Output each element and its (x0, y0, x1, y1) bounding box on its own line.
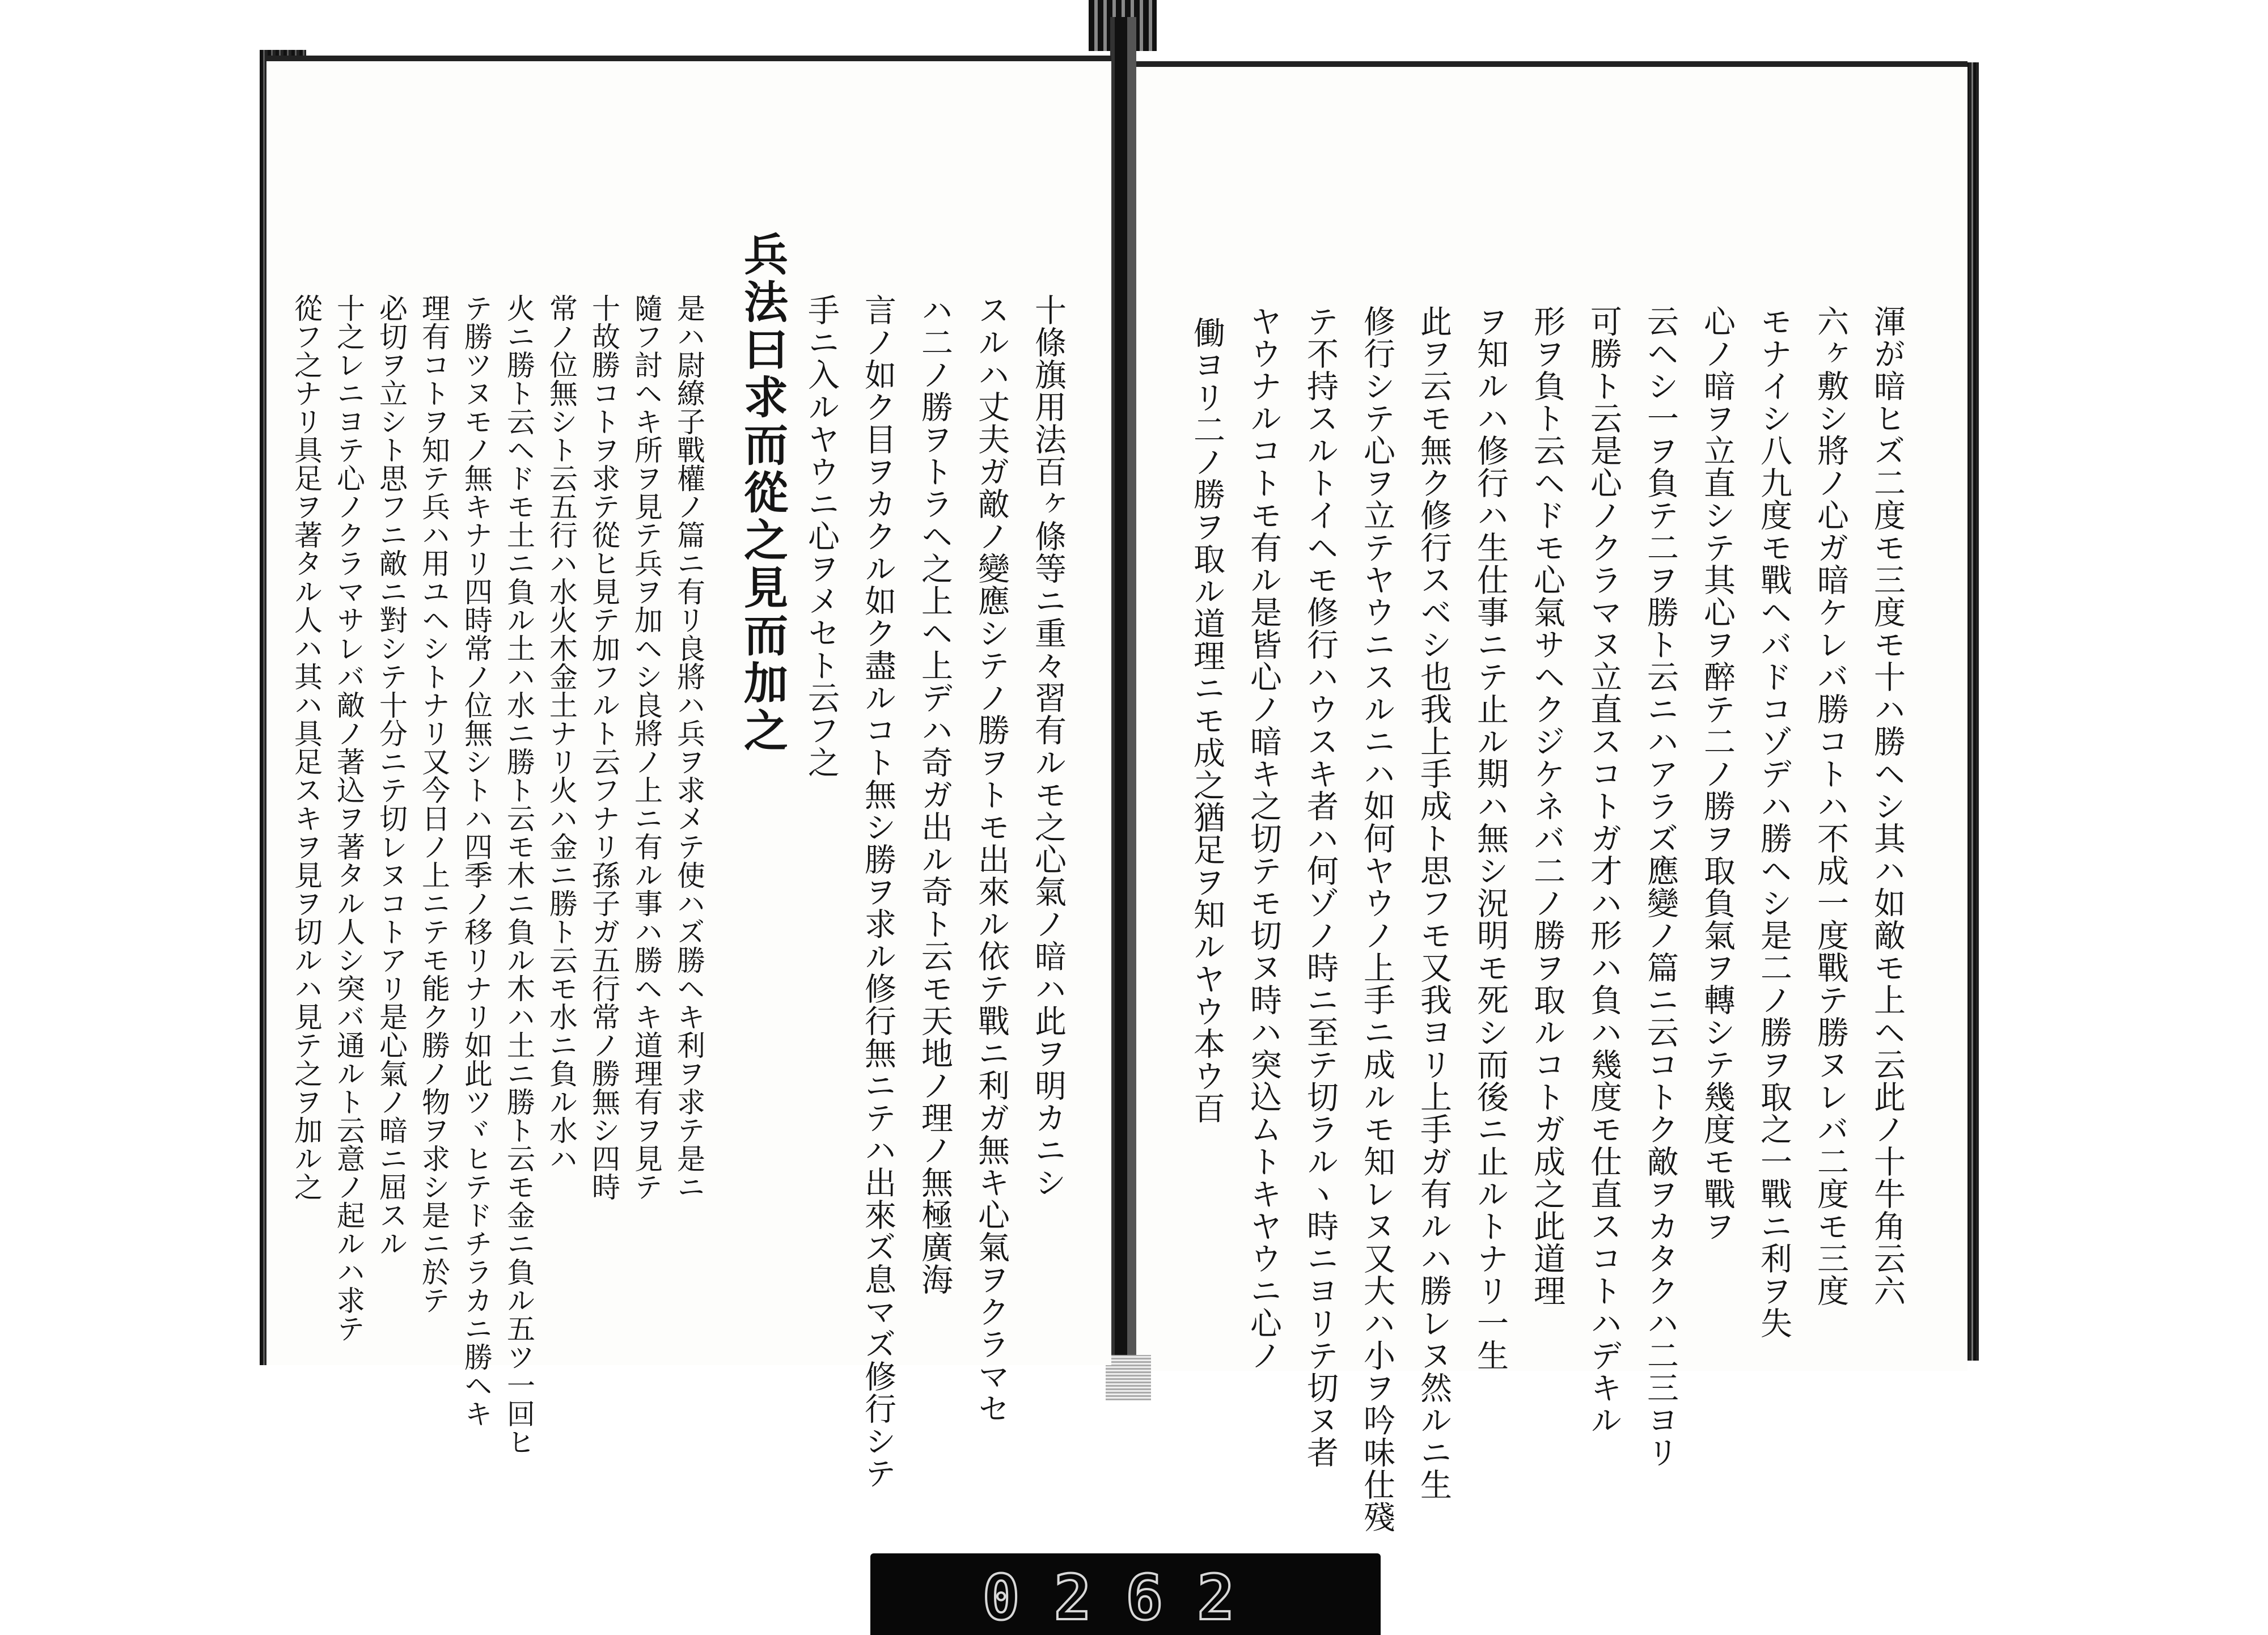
text-column: ハ二ノ勝ヲトラヘ之上ヘ上デハ奇ガ出ル奇ト云モ天地ノ理ノ無極廣海 (916, 294, 953, 1295)
text-column: 形ヲ負ト云ヘドモ心氣サヘクジケネバ二ノ勝ヲ取ルコトガ成之此道理 (1529, 305, 1565, 1307)
text-column: 渾が暗ヒズ二度モ三度モ十ハ勝ヘシ其ハ如敵モ上ヘ云此ノ十牛角云六 (1869, 305, 1906, 1307)
text-column: 火ニ勝ト云ヘドモ土ニ負ル土ハ水ニ勝ト云モ木ニ負ル木ハ土ニ勝ト云モ金ニ負ル五ツ一回ヒ (502, 294, 535, 1456)
text-column: 是ハ尉繚子戰權ノ篇ニ有リ良將ハ兵ヲ求メテ使ハズ勝ヘキ利ヲ求テ是ニ (672, 294, 705, 1201)
text-column: 言ノ如ク目ヲカクル如ク盡ルコト無シ勝ヲ求ル修行無ニテハ出來ズ息マズ修行シテ (860, 294, 896, 1489)
text-column: 六ヶ敷シ將ノ心ガ暗ケレバ勝コトハ不成一度戰テ勝ヌレバ二度モ三度 (1812, 305, 1849, 1307)
text-column: 可勝ト云是心ノクラマヌ立直スコトガ才ハ形ハ負ハ幾度モ仕直スコトハデキル (1585, 305, 1622, 1436)
text-column: 修行シテ心ヲ立テヤウニスルニハ如何ヤウノ上手ニ成ルモ知レヌ又大ハ小ヲ吟味仕殘 (1359, 305, 1395, 1533)
book-spine (1110, 17, 1136, 1355)
text-column: スルハ丈夫ガ敵ノ變應シテノ勝ヲトモ出來ル依テ戰ニ利ガ無キ心氣ヲクラマセ (973, 294, 1010, 1425)
text-column: 十故勝コトヲ求テ從ヒ見テ加フルト云フナリ孫子ガ五行常ノ勝無シ四時 (587, 294, 620, 1201)
frame-number: 0262 (982, 1561, 1269, 1634)
text-column: テ勝ツヌモノ無キナリ四時常ノ位無シトハ四季ノ移リナリ如此ツヾヒテドチラカニ勝ヘキ (460, 294, 493, 1428)
text-column: 從フ之ナリ具足ヲ著タル人ハ其ハ具足スキヲ見ヲ切ルハ見テ之ヲ加ル之 (290, 294, 323, 1201)
text-column: 理有コトヲ知テ兵ハ用ユヘシトナリ又今日ノ上ニテモ能ク勝ノ物ヲ求シ是ニ於テ (417, 294, 450, 1314)
text-column: 此ヲ云モ無ク修行スベシ也我上手成ト思フモ又我ヨリ上手ガ有ルハ勝レヌ然ルニ生 (1415, 305, 1452, 1501)
left-page (266, 56, 1111, 1489)
text-column: 十條旗用法百ヶ條等ニ重々習有ルモ之心氣ノ暗ハ此ヲ明カニシ (1030, 294, 1067, 1198)
text-column: 手ニ入ルヤウニ心ヲメセト云フ之 (803, 294, 840, 778)
text-column: 心ノ暗ヲ立直シテ其心ヲ醉テ二ノ勝ヲ取負氣ヲ轉シテ幾度モ戰ヲ (1699, 305, 1736, 1242)
text-column: 隨フ討ヘキ所ヲ見テ兵ヲ加ヘシ良將ノ上ニ有ル事ハ勝ヘキ道理有ヲ見テ (630, 294, 663, 1201)
text-column: 働ヨリ二ノ勝ヲ取ル道理ニモ成之猶足ヲ知ルヤウ本ウ百 (1188, 316, 1225, 1124)
spine-shadow (1106, 1355, 1151, 1400)
frame-number-plate (870, 1553, 1381, 1635)
text-column: 云ヘシ一ヲ負テ二ヲ勝ト云ニハアラズ應變ノ篇ニ云コトク敵ヲカタクハ二三ヨリ (1642, 305, 1679, 1468)
text-column: ヤウナルコトモ有ル是皆心ノ暗キ之切テモ切ヌ時ハ突込ムトキヤウニ心ノ (1245, 305, 1282, 1371)
text-column: ヲ知ルハ修行ハ生仕事ニテ止ル期ハ無シ況明モ死シ而後ニ止ルトナリ一生 (1472, 305, 1509, 1371)
right-page (1134, 61, 1967, 1533)
text-column: 必切ヲ立シト思フニ敵ニ對シテ十分ニテ切レヌコトアリ是心氣ノ暗ニ屈スル (375, 294, 408, 1257)
text-column: テ不持スルトイヘモ修行ハウスキ者ハ何ゾノ時ニ至テ切ラルヽ時ニヨリテ切ヌ者 (1302, 305, 1339, 1468)
text-column: 十之レニヨテ心ノクラマサレバ敵ノ著込ヲ著タル人シ突バ通ルト云意ノ起ルハ求テ (332, 294, 365, 1342)
text-column: モナイシ八九度モ戰ヘバドコゾデハ勝ヘシ是二ノ勝ヲ取之一戰ニ利ヲ失 (1755, 305, 1792, 1339)
text-column: 常ノ位無シト云五行ハ水火木金土ナリ火ハ金ニ勝ト云モ水ニ負ル水ハ (545, 294, 578, 1172)
section-heading: 兵法曰求而從之見而加之 (737, 231, 788, 755)
